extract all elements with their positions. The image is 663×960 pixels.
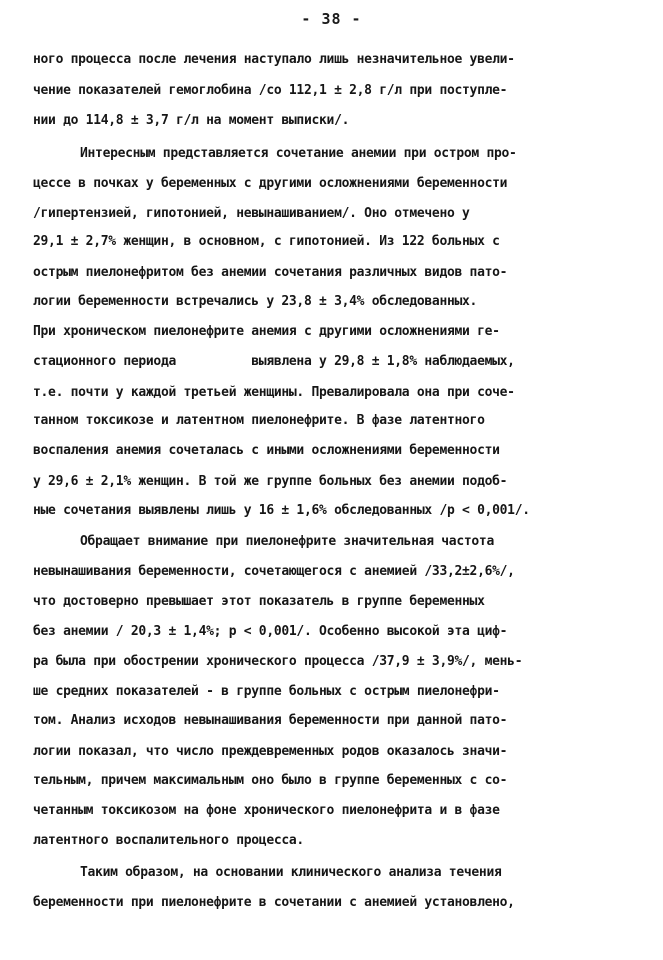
text-line: т.е. почти у каждой третьей женщины. Превалировала она при соче- [33, 385, 515, 400]
text-line: беременности при пиелонефрите в сочетании с анемией установлено, [33, 895, 515, 910]
text-line: невынашивания беременности, сочетающегося с анемией /33,2±2,6%/, [33, 564, 515, 579]
text-line: Таким образом, на основании клинического анализа течения [80, 865, 502, 880]
text-line: 29,1 ± 2,7% женщин, в основном, с гипотонией. Из 122 больных с [33, 234, 500, 249]
text-line: танном токсикозе и латентном пиелонефрите. В фазе латентного [33, 413, 485, 428]
text-line: чение показателей гемоглобина /со 112,1 ± 2,8 г/л при поступле- [33, 83, 508, 98]
text-line: ные сочетания выявлены лишь у 16 ± 1,6% обследованных /р < 0,001/. [33, 503, 530, 518]
text-line: без анемии / 20,3 ± 1,4%; р < 0,001/. Особенно высокой эта циф- [33, 624, 508, 639]
text-line: цессе в почках у беременных с другими осложнениями беременности [33, 176, 508, 191]
text-line: что достоверно превышает этот показатель в группе беременных [33, 594, 485, 609]
text-line: ра была при обострении хронического процесса /37,9 ± 3,9%/, мень- [33, 654, 523, 669]
text-line: /гипертензией, гипотонией, невынашиванием/. Оно отмечено у [33, 206, 470, 221]
text-line: Интересным представляется сочетание анемии при остром про- [80, 146, 517, 161]
text-line: логии беременности встречались у 23,8 ± 3,4% обследованных. [33, 294, 478, 309]
text-line: При хроническом пиелонефрите анемия с другими осложнениями ге- [33, 324, 500, 339]
text-line: том. Анализ исходов невынашивания беременности при данной пато- [33, 713, 508, 728]
text-line: воспаления анемия сочеталась с иными осложнениями беременности [33, 443, 500, 458]
text-line: у 29,6 ± 2,1% женщин. В той же группе больных без анемии подоб- [33, 474, 508, 489]
text-line: четанным токсикозом на фоне хронического пиелонефрита и в фазе [33, 803, 500, 818]
text-line: Обращает внимание при пиелонефрите значительная частота [80, 534, 494, 549]
text-line: нии до 114,8 ± 3,7 г/л на момент выписки/. [33, 113, 350, 128]
page-number: - 38 - [301, 10, 362, 28]
text-line: тельным, причем максимальным оно было в группе беременных с со- [33, 773, 508, 788]
text-line: острым пиелонефритом без анемии сочетания различных видов пато- [33, 265, 508, 280]
text-line: логии показал, что число преждевременных родов оказалось значи- [33, 744, 508, 759]
text-line: ше средних показателей - в группе больных с острым пиелонефри- [33, 684, 500, 699]
text-line: стационного периода выявлена у 29,8 ± 1,8% наблюдаемых, [33, 354, 515, 369]
text-line: ного процесса после лечения наступало лишь незначительное увели- [33, 52, 515, 67]
text-line: латентного воспалительного процесса. [33, 833, 304, 848]
